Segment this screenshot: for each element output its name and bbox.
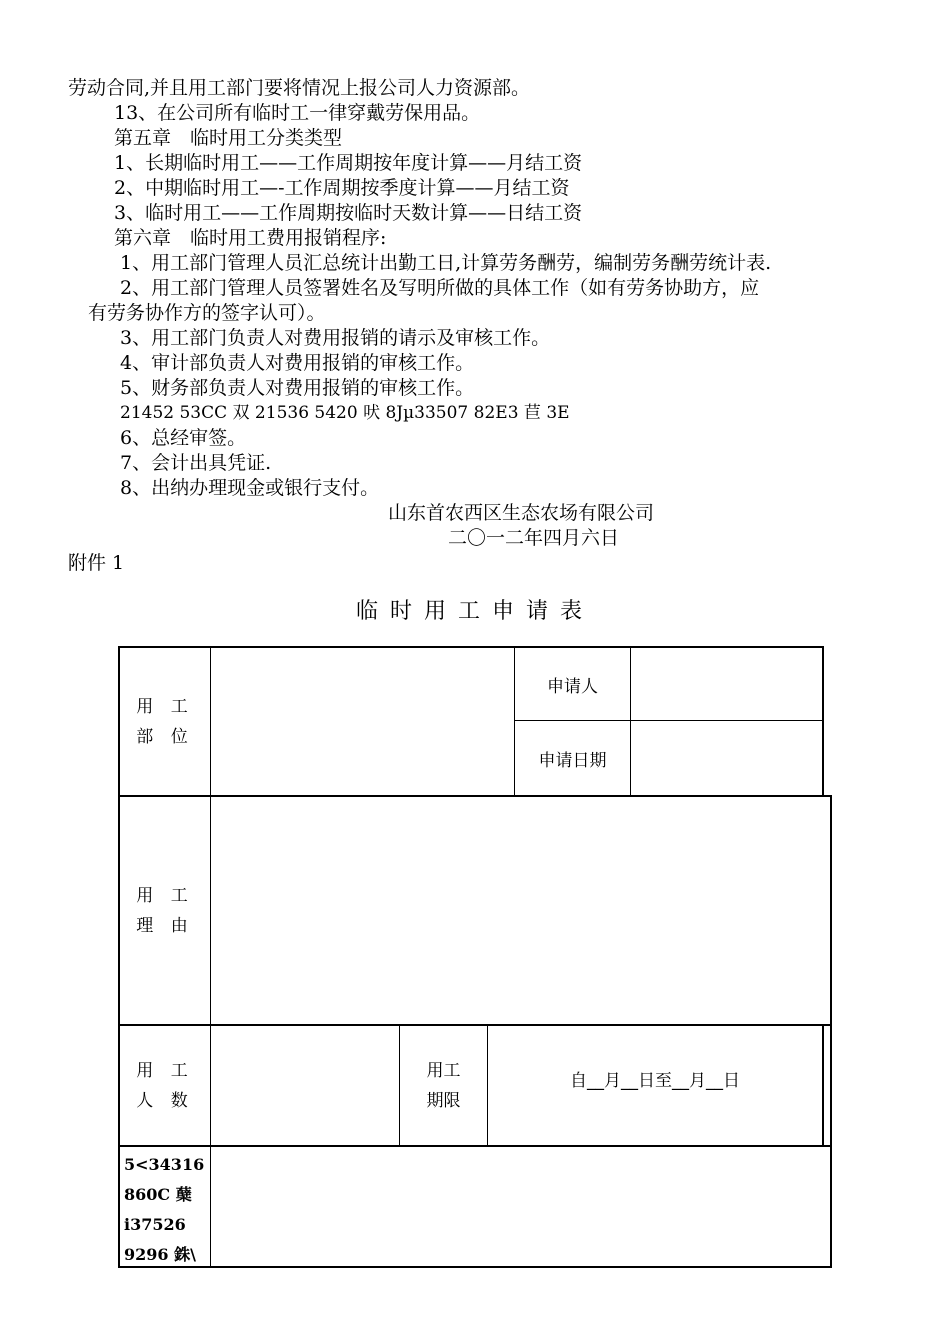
chapter-six-heading: 第六章 临时用工费用报销程序:	[114, 227, 387, 249]
body-line-6: 3、临时用工——工作周期按临时天数计算——日结工资	[114, 202, 583, 224]
body-line-16: 7、会计出具凭证.	[120, 452, 272, 474]
body-line-2: 13、在公司所有临时工一律穿戴劳保用品。	[114, 102, 481, 124]
garbled-cell-text	[124, 1150, 210, 1270]
apply-date-field[interactable]	[631, 721, 822, 795]
applicant-label: 申请人	[547, 676, 598, 697]
company-signature: 山东首农西区生态农场有限公司	[388, 502, 655, 524]
signature-date: 二〇一二年四月六日	[448, 527, 620, 549]
applicant-field[interactable]	[631, 648, 822, 720]
dept-label-line1: 用 工	[136, 696, 194, 717]
body-line-17: 8、出纳办理现金或银行支付。	[120, 477, 380, 499]
period-label-line2: 期限	[426, 1090, 461, 1111]
body-line-8: 1、用工部门管理人员汇总统计出勤工日,计算劳务酬劳，编制劳务酬劳统计表.	[120, 252, 772, 274]
body-line-9: 2、用工部门管理人员签署姓名及写明所做的具体工作（如有劳务协助方，应	[120, 277, 760, 299]
body-line-12: 4、审计部负责人对费用报销的审核工作。	[120, 352, 475, 374]
garbled-text-line: 9296 銖\	[124, 1245, 196, 1264]
reason-field[interactable]	[211, 797, 830, 1024]
last-row-field[interactable]	[211, 1147, 830, 1266]
body-line-4: 1、长期临时用工——工作周期按年度计算——月结工资	[114, 152, 583, 174]
reason-label	[120, 797, 210, 1024]
body-line-15: 6、总经审签。	[120, 427, 247, 449]
body-line-5: 2、中期临时用工—-工作周期按季度计算——月结工资	[114, 177, 570, 199]
period-label	[400, 1026, 487, 1145]
garbled-text-line: 860C 蘖	[124, 1185, 192, 1204]
reason-label-line2: 理 由	[136, 915, 194, 936]
garbled-text-line: 5<34316	[124, 1155, 205, 1174]
body-line-13: 5、财务部负责人对费用报销的审核工作。	[120, 377, 475, 399]
count-label-line1: 用 工	[136, 1060, 194, 1081]
attachment-label: 附件 1	[68, 552, 125, 574]
count-label-line2: 人 数	[136, 1090, 194, 1111]
dept-label	[120, 648, 210, 795]
apply-date-label: 申请日期	[538, 750, 607, 771]
period-field[interactable]: 自__月__日至__月__日	[570, 1070, 740, 1091]
form-title: 临时用工申请表	[355, 599, 594, 624]
dept-field[interactable]	[211, 648, 514, 795]
body-line-11: 3、用工部门负责人对费用报销的请示及审核工作。	[120, 327, 551, 349]
chapter-five-heading: 第五章 临时用工分类类型	[114, 127, 343, 149]
body-line-10: 有劳务协作方的签字认可）。	[88, 302, 326, 324]
garbled-line: 21452 53CC 双 21536 5420 吠 8Jµ33507 82E3 苣 3E	[120, 403, 570, 423]
count-label	[120, 1026, 210, 1145]
reason-label-line1: 用 工	[136, 885, 194, 906]
garbled-text-line: i37526	[124, 1215, 186, 1234]
body-line-1: 劳动合同,并且用工部门要将情况上报公司人力资源部。	[68, 77, 531, 99]
period-label-line1: 用工	[426, 1060, 461, 1081]
count-field[interactable]	[211, 1026, 399, 1145]
dept-label-line2: 部 位	[136, 726, 194, 747]
